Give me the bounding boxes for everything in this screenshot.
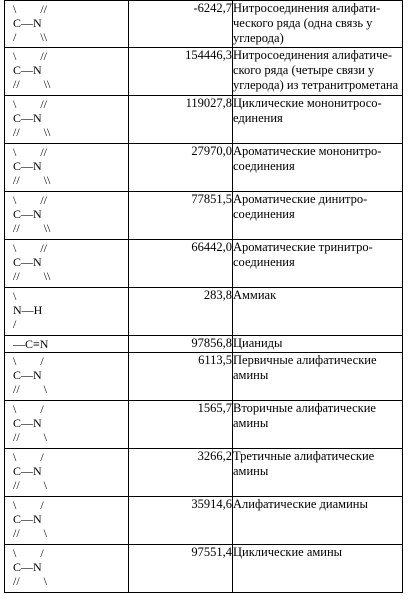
compound-class: Циклические амины: [233, 545, 403, 593]
table-row: [5, 336, 403, 353]
table-row: [5, 401, 403, 449]
structural-formula: \ / C—N // \: [5, 449, 129, 497]
table-row: [5, 96, 403, 144]
structural-formula: \ N—H /: [5, 288, 129, 336]
table-row: [5, 497, 403, 545]
energy-value: 35914,6: [129, 497, 233, 545]
table-row: [5, 48, 403, 96]
compound-class: Нитросоединения алифатиче- ского ряда (четыре связи у углерода) из тетранитрометана: [233, 48, 403, 96]
compound-class: Алифатические диамины: [233, 497, 403, 545]
structural-formula: \ // C—N // \\: [5, 144, 129, 192]
energy-value: 3266,2: [129, 449, 233, 497]
compound-class: Нитросоединения алифати- ческого ряда (одна связь у углерода): [233, 1, 403, 48]
compound-class: Ароматические тринитро- соединения: [233, 240, 403, 288]
compound-class: Первичные алифатические амины: [233, 353, 403, 401]
table-row: [5, 240, 403, 288]
energy-value: 6113,5: [129, 353, 233, 401]
compound-class: Ароматические динитро- соединения: [233, 192, 403, 240]
energy-value: 27970,0: [129, 144, 233, 192]
table-row: [5, 192, 403, 240]
table-row: [5, 353, 403, 401]
compound-class: Третичные алифатические амины: [233, 449, 403, 497]
table-row: [5, 288, 403, 336]
bond-energy-table: [4, 0, 403, 593]
energy-value: 97551,4: [129, 545, 233, 593]
compound-class: Ароматические мононитро- соединения: [233, 144, 403, 192]
energy-value: 119027,8: [129, 96, 233, 144]
table-row: [5, 144, 403, 192]
structural-formula: \ / C—N // \: [5, 545, 129, 593]
energy-value: 97856,8: [129, 336, 233, 353]
energy-value: 66442,0: [129, 240, 233, 288]
structural-formula: \ // C—N // \\: [5, 240, 129, 288]
compound-class: Аммиак: [233, 288, 403, 336]
energy-value: 283,8: [129, 288, 233, 336]
structural-formula: \ / C—N // \: [5, 497, 129, 545]
compound-class: Вторичные алифатические амины: [233, 401, 403, 449]
structural-formula: —C≡N: [5, 336, 129, 353]
structural-formula: \ // C—N // \\: [5, 192, 129, 240]
structural-formula: \ // C—N // \\: [5, 96, 129, 144]
structural-formula: \ // C—N // \\: [5, 48, 129, 96]
document-page: [4, 0, 402, 593]
energy-value: 1565,7: [129, 401, 233, 449]
energy-value: -6242,7: [129, 1, 233, 48]
compound-class: Цианиды: [233, 336, 403, 353]
structural-formula: \ / C—N // \: [5, 353, 129, 401]
energy-value: 154446,3: [129, 48, 233, 96]
compound-class: Циклические мононитросо- единения: [233, 96, 403, 144]
table-row: [5, 1, 403, 48]
table-row: [5, 449, 403, 497]
structural-formula: \ / C—N // \: [5, 401, 129, 449]
energy-value: 77851,5: [129, 192, 233, 240]
table-row: [5, 545, 403, 593]
structural-formula: \ // C—N / \\: [5, 1, 129, 48]
